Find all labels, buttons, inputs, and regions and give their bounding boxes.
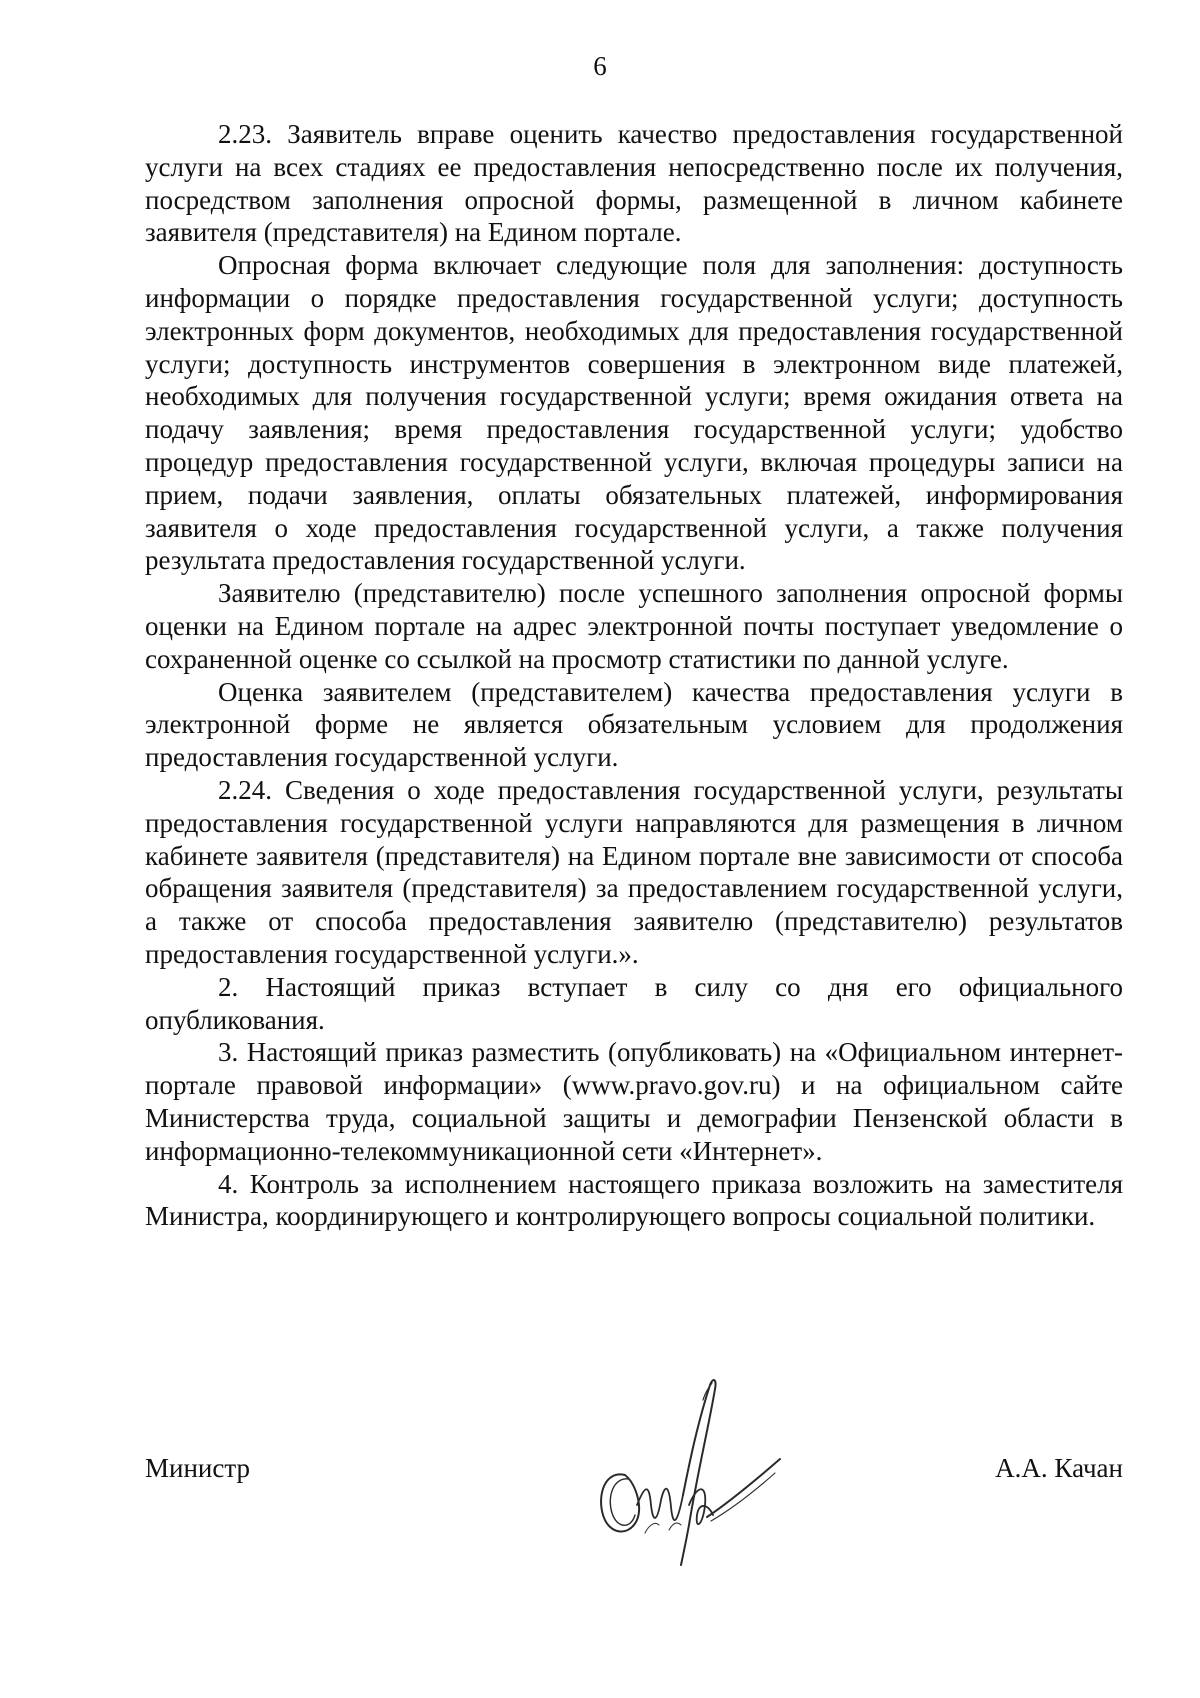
- paragraph-2-24: 2.24. Сведения о ходе предоставления государственной услуги, результаты предоставления государственной услуги направляются для размещения в личном кабинете заявителя (представителя) на Едином портале вне зависимости от способа обращения заявителя (представителя) за предоставлением государственной услуги, а также от способа предоставления заявителю (представителю) результатов предоставления государственной услуги.».: [145, 774, 1123, 969]
- page-number: 6: [593, 51, 607, 81]
- paragraph-control: 4. Контроль за исполнением настоящего приказа возложить на заместителя Министра, координирующего и контролирующего вопросы социальной политики.: [145, 1168, 1123, 1232]
- signatory-position: Министр: [145, 1453, 250, 1483]
- paragraph-publication: 3. Настоящий приказ разместить (опубликовать) на «Официальном интернет-портале правовой информации» (www.pravo.gov.ru) и на официальном сайте Министерства труда, социальной защиты и демографии Пензенской области в информационно-телекоммуникационной сети «Интернет».: [145, 1037, 1123, 1166]
- paragraph-survey-form: Опросная форма включает следующие поля для заполнения: доступность информации о порядке предоставления государственной услуги; доступность электронных форм документов, необходимых для предоставления государственной услуги; доступность инструментов совершения в электронном виде платежей, необходимых для получения государственной услуги; время ожидания ответа на подачу заявления; время предоставления государственной услуги; удобство процедур предоставления государственной услуги, включая процедуры записи на прием, подачи заявления, оплаты обязательных платежей, информирования заявителя о ходе предоставления государственной услуги, а также получения результата предоставления государственной услуги.: [145, 250, 1123, 576]
- signatory-name: А.А. Качан: [995, 1453, 1123, 1483]
- paragraph-evaluation: Оценка заявителем (представителем) качества предоставления услуги в электронной форме не является обязательным условием для продолжения предоставления государственной услуги.: [145, 676, 1123, 773]
- paragraph-2-23: 2.23. Заявитель вправе оценить качество предоставления государственной услуги на всех стадиях ее предоставления непосредственно после их получения, посредством заполнения опросной формы, размещенной в личном кабинете заявителя (представителя) на Едином портале.: [145, 119, 1123, 248]
- paragraph-notification: Заявителю (представителю) после успешного заполнения опросной формы оценки на Едином портале на адрес электронной почты поступает уведомление о сохраненной оценке со ссылкой на просмотр статистики по данной услуге.: [145, 578, 1123, 674]
- handwritten-signature-icon: [585, 1355, 800, 1580]
- document-body: [145, 118, 1123, 1233]
- paragraph-effective-date: 2. Настоящий приказ вступает в силу со дня его официального опубликования.: [145, 971, 1123, 1035]
